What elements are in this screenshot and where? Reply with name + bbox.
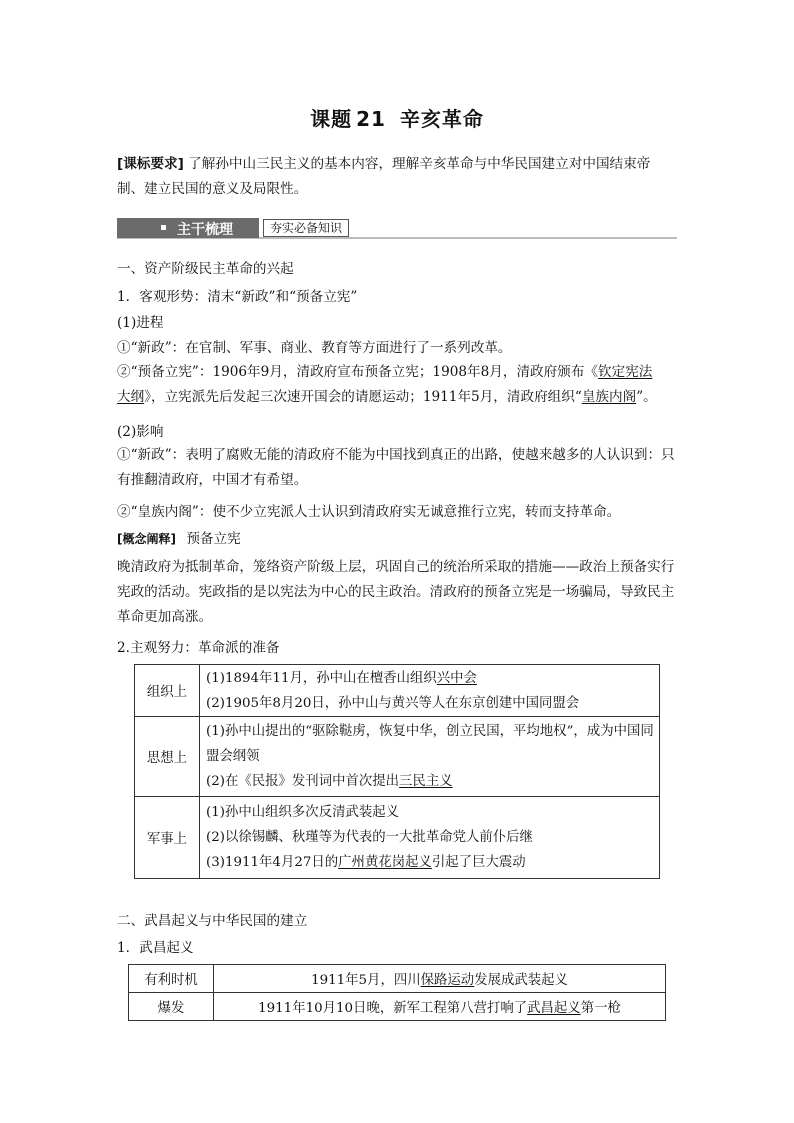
table-row-head: 思想上: [135, 717, 200, 797]
new-policy-item: ①“新政”：在官制、军事、商业、教育等方面进行了一系列改革。: [117, 340, 512, 356]
banner-bar: [117, 218, 259, 238]
table-row: [129, 965, 666, 993]
cell-underline: 兴中会: [436, 670, 477, 686]
section1-sub2: 2.主观努力：革命派的准备: [117, 640, 280, 656]
cell-text: 1911年10月10日晚，新军工程第八营打响了: [258, 1001, 528, 1016]
constitution-underline-2: 大纲: [117, 389, 145, 405]
concept-heading: [117, 529, 241, 549]
cell-text: (2)在《民报》发刊词中首次提出: [206, 774, 400, 789]
preparation-table: [134, 664, 660, 879]
page-title: [0, 103, 794, 132]
cell-underline: 广州黄花岗起义: [338, 855, 432, 870]
constitution-item: [117, 360, 677, 410]
cell-text: (1)1894年11月，孙中山在檀香山组织: [206, 670, 437, 686]
cell-text: (3)1911年4月27日的: [206, 855, 339, 870]
constitution-underline-3: 皇族内阁: [581, 389, 637, 405]
table-row: [135, 717, 660, 797]
cell-text: (1)孙中山组织多次反清武装起义: [206, 805, 400, 820]
constitution-text-1: ②“预备立宪”：1906年9月，清政府宣布预备立宪；1908年8月，清政府颁布《: [117, 364, 599, 380]
cell-text: 1911年5月，四川: [311, 973, 421, 988]
table-row-head: 有利时机: [129, 965, 214, 993]
constitution-text-2: 》，立宪派先后发起三次速开国会的请愿运动；1911年5月，清政府组织“: [144, 389, 582, 405]
cell-underline: 三民主义: [399, 774, 453, 789]
impact-item-1: ①“新政”：表明了腐败无能的清政府不能为中国找到真正的出路，使越来越多的人认识到：只有推翻清政府，中国才有希望。: [117, 447, 675, 488]
cell-text: (1)孙中山提出的“驱除鞑虏，恢复中华，创立民国，平均地权”，成为中国同盟会纲领: [206, 724, 654, 764]
table-row-content: [214, 993, 666, 1021]
cell-underline: 武昌起义: [527, 1001, 581, 1016]
wuchang-table: [128, 964, 666, 1021]
concept-text: 晚清政府为抵制革命，笼络资产阶级上层，巩固自己的统治所采取的措施——政治上预备实行宪政的活动。宪政指的是以宪法为中心的民主政治。清政府的预备立宪是一场骗局，导致民主革命更加高涨。: [117, 559, 675, 625]
requirement-label: [课标要求]: [117, 156, 184, 172]
cell-text: (2)以徐锡麟、秋瑾等为代表的一大批革命党人前仆后继: [206, 830, 533, 845]
table-row-content: [200, 665, 660, 717]
cell-text: (2)1905年8月20日，孙中山与黄兴等人在东京创建中国同盟会: [206, 695, 580, 711]
section-banner: [117, 218, 677, 238]
cell-underline: 保路运动: [420, 973, 475, 988]
section2-sub1: 1．武昌起义: [117, 940, 194, 956]
table-row-content: [214, 965, 666, 993]
square-bullet-icon: [161, 225, 166, 230]
constitution-underline-1: 钦定宪法: [598, 364, 653, 380]
table-row-head: 爆发: [129, 993, 214, 1021]
requirement-text: 了解孙中山三民主义的基本内容，理解辛亥革命与中华民国建立对中国结束帝制、建立民国的意义及局限性。: [117, 156, 651, 197]
concept-label: [概念阐释]: [117, 532, 176, 546]
table-row: [135, 797, 660, 879]
title-number: 21: [356, 107, 386, 131]
section2-heading: 二、武昌起义与中华民国的建立: [117, 913, 308, 929]
table-row: [129, 993, 666, 1021]
cell-text: 引起了巨大震动: [431, 855, 526, 870]
section1-sub1: 1．客观形势：清末“新政”和“预备立宪”: [117, 289, 358, 305]
table-row-content: [200, 717, 660, 797]
impact-item-2: ②“皇族内阁”：使不少立宪派人士认识到清政府实无诚意推行立宪，转而支持革命。: [117, 504, 621, 520]
impact-heading: (2)影响: [117, 424, 164, 440]
progress-heading: (1)进程: [117, 315, 164, 331]
cell-text: 第一枪: [580, 1001, 621, 1016]
table-row-content: [200, 797, 660, 879]
concept-title: 预备立宪: [186, 531, 241, 547]
table-row: [135, 665, 660, 717]
cell-text: 发展成武装起义: [474, 973, 568, 988]
title-prefix: 课题: [310, 107, 353, 131]
constitution-text-3: ”。: [636, 389, 657, 405]
banner-tag-label: 夯实必备知识: [263, 219, 349, 237]
curriculum-requirement: [117, 152, 677, 202]
title-name: 辛亥革命: [399, 107, 484, 131]
table-row-head: 组织上: [135, 665, 200, 717]
banner-main-label: 主干梳理: [177, 222, 233, 238]
table-row-head: 军事上: [135, 797, 200, 879]
section1-heading: 一、资产阶级民主革命的兴起: [117, 261, 294, 277]
